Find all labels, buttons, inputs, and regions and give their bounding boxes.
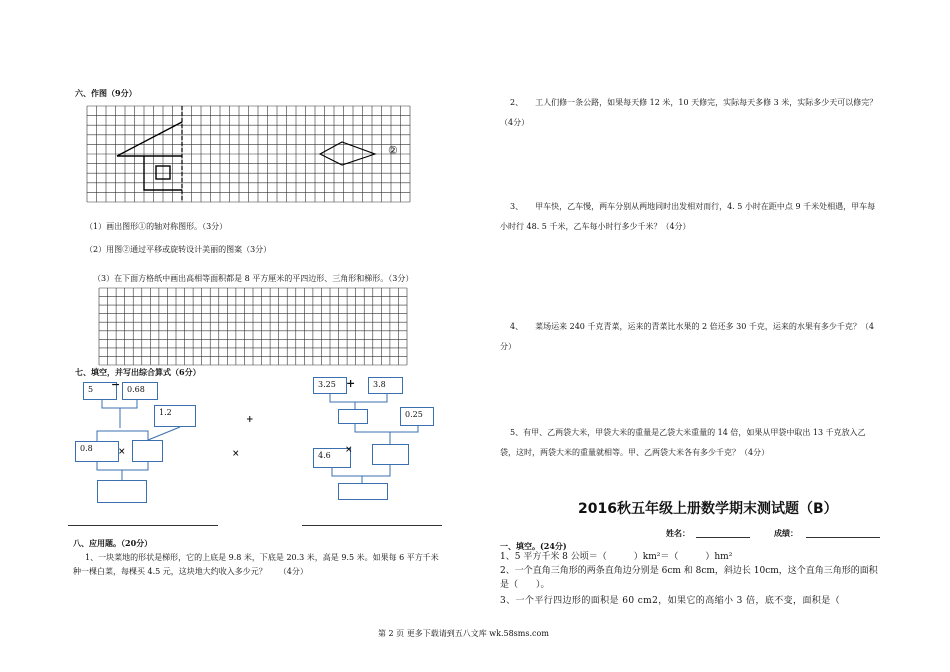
answer-line-1 bbox=[68, 525, 218, 526]
question-3: 3、 甲车快，乙车慢，两车分别从两地同时出发相对而行，4. 5 小时在距中点 9 千米处相遇，甲车每小时行 48. 5 千米，乙车每小时行多少千米？（4分） bbox=[500, 202, 876, 231]
tree2-box-f bbox=[372, 444, 409, 465]
section-7-title: 七、填空，并写出综合算式（6分） bbox=[75, 367, 201, 377]
shape-2-label: ② bbox=[388, 144, 398, 157]
answer-line-2 bbox=[302, 525, 442, 526]
exam-title: 2016秋五年级上册数学期末测试题（B） bbox=[578, 501, 838, 517]
tree2-op-plus: + bbox=[346, 377, 356, 390]
fill-question-3: 3、一个平行四边形的面积是 60 cm2，如果它的高缩小 3 倍，底不变，面积是（ bbox=[500, 596, 841, 606]
tree2-box-d: 0.25 bbox=[400, 407, 434, 426]
tree1-box-c: 1.2 bbox=[154, 405, 196, 427]
fill-section-title: 一、填空。(24分) bbox=[500, 541, 567, 551]
tree1-op-times: × bbox=[118, 447, 126, 457]
tree1-box-d: 0.8 bbox=[75, 441, 119, 462]
score-field-line[interactable] bbox=[806, 537, 880, 538]
fill-question-2: 2、一个直角三角形的两条直角边分别是 6cm 和 8cm，斜边长 10cm，这个直角三角形的面积是（ ）。 bbox=[500, 566, 878, 590]
tree2-box-b: 3.8 bbox=[368, 377, 403, 394]
section-8-title: 八、应用题。（20分） bbox=[73, 538, 153, 548]
score-label: 成绩： bbox=[774, 528, 798, 538]
section-6-title: 六、作图（9分） bbox=[75, 88, 137, 98]
mid-op-plus: + bbox=[246, 415, 254, 425]
section-8-q1: 1、一块菜地的形状是梯形，它的上底是 9.8 米，下底是 20.3 米，高是 9.5 米。如果每 6 平方千米种一棵白菜，每棵买 4.5 元，这块地大约收入多少元？ （4分） bbox=[73, 553, 439, 576]
section-6-q1: （1）画出图形①的轴对称图形。（3分） bbox=[85, 222, 228, 231]
mid-op-times: × bbox=[232, 449, 240, 459]
question-4: 4、 菜场运来 240 千克青菜，运来的青菜比水果的 2 倍还多 30 千克，运来的水果有多少千克？（4分） bbox=[500, 322, 874, 351]
tree1-op-minus: − bbox=[111, 378, 121, 391]
fill-question-1: 1、5 平方千米 8 公顷＝（ ）km²＝（ ）hm² bbox=[500, 552, 733, 562]
section-6-q2: （2）用图②通过平移或旋转设计美丽的图案（3分） bbox=[85, 245, 272, 254]
section-6-q3: （3）在下面方格纸中画出高相等面积都是 8 平方厘米的平四边形、三角形和梯形。（3分） bbox=[93, 274, 414, 283]
name-field-line[interactable] bbox=[696, 537, 750, 538]
question-5: 5、有甲、乙两袋大米，甲袋大米的重量是乙袋大米重量的 14 倍，如果从甲袋中取出 13 千克放入乙袋，这时，两袋大米的重量就相等。甲、乙两袋大米各有多少千克？（4分） bbox=[500, 428, 866, 457]
tree2-op-times: × bbox=[345, 445, 353, 455]
tree2-box-a: 3.25 bbox=[313, 377, 347, 394]
tree2-box-result bbox=[338, 483, 388, 500]
name-label: 姓名： bbox=[666, 528, 690, 538]
tree1-box-b: 0.68 bbox=[122, 382, 158, 400]
page-footer: 第 2 页 更多下载请到五八文库 wk.58sms.com bbox=[378, 629, 549, 638]
tree2-box-c bbox=[338, 409, 368, 424]
question-2: 2、 工人们修一条公路，如果每天修 12 米，10 天修完，实际每天多修 3 米，实际多少天可以修完？（4分） bbox=[500, 98, 878, 127]
tree1-box-a: 5 bbox=[83, 382, 117, 400]
tree1-box-e bbox=[132, 440, 163, 462]
tree1-box-result bbox=[97, 480, 147, 503]
tree2-box-e: 4.6 bbox=[313, 448, 351, 468]
